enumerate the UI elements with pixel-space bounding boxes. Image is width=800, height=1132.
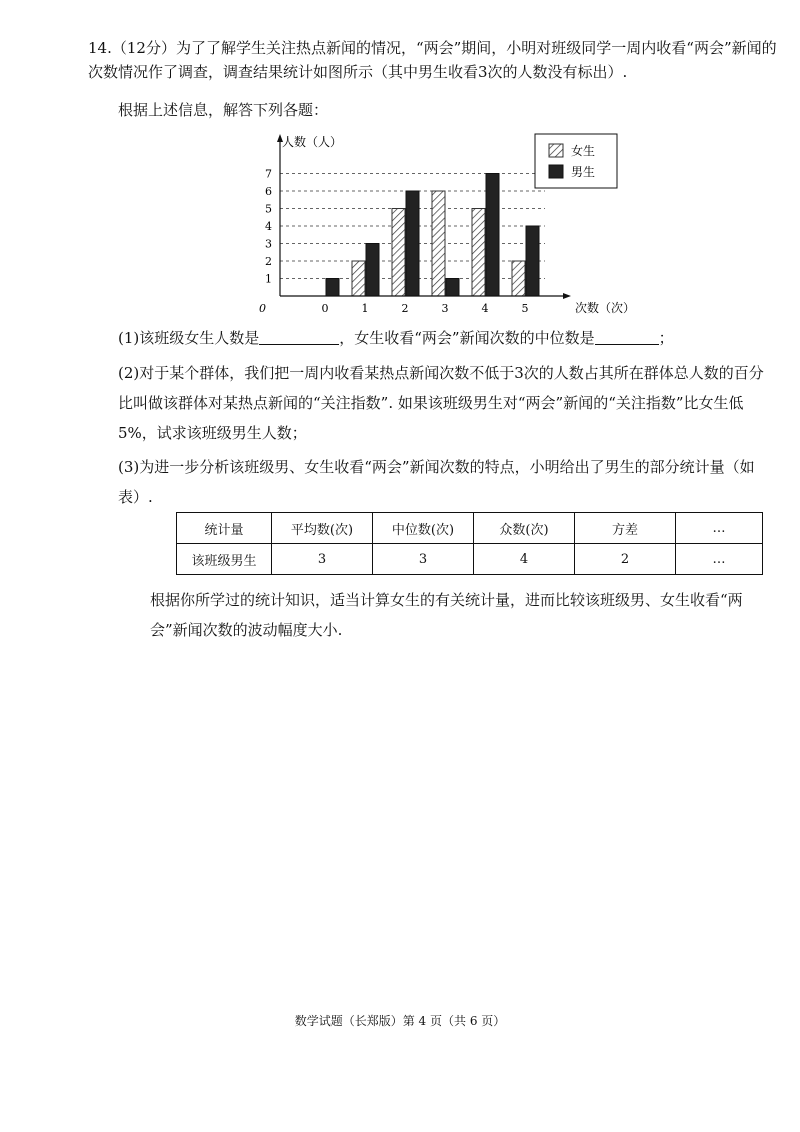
table-cell: 该班级男生 [177,544,272,575]
table-header-row [177,513,763,544]
bar-chart [230,128,650,323]
table-cell: 3 [373,544,474,575]
x-tick-label: 4 [481,302,489,315]
x-axis-label: 次数（次） [575,301,636,315]
y-tick-label: 1 [265,272,272,286]
origin-label: 0 [259,302,266,315]
part1-text-b: ，女生收看“两会”新闻次数的中位数是 [339,329,595,347]
table-cell: 2 [575,544,676,575]
bar-female [512,261,525,296]
bar-male [446,279,459,297]
conclusion-text: 根据你所学过的统计知识，适当计算女生的有关统计量，进而比较该班级男、女生收看“两会”新闻次数的波动幅度大小. [150,591,743,639]
x-tick-label: 5 [521,302,529,315]
table-header-cell: 中位数(次) [373,513,474,544]
bar-female [432,191,445,296]
bar-female [392,209,405,297]
x-axis-arrow [563,293,571,299]
x-tick-label: 0 [321,302,329,315]
question-intro: 根据上述信息，解答下列各题： [118,101,329,119]
y-tick-label: 2 [265,255,272,268]
legend-swatch-male [549,165,563,178]
y-tick-label: 7 [265,167,272,181]
y-tick-label: 6 [265,185,272,198]
page-footer: 数学试题（长郑版）第 4 页（共 6 页） [294,1014,506,1028]
bar-female [472,209,485,297]
bar-male [326,279,339,297]
part-2: (2)对于某个群体，我们把一周内收看某热点新闻次数不低于3次的人数占其所在群体总人数的百分比叫做该群体对某热点新闻的“关注指数”. 如果该班级男生对“两会”新闻的“关注指数”比女生低5%，试求该班级男生人数； [118,364,764,442]
table-header-cell: 众数(次) [474,513,575,544]
table-cell: 3 [272,544,373,575]
bar-male [406,191,419,296]
legend-swatch-female [549,144,563,157]
y-tick-label: 3 [265,237,272,251]
table-cell: … [676,544,763,575]
legend-label-female: 女生 [571,144,596,158]
part-3: (3)为进一步分析该班级男、女生收看“两会”新闻次数的特点，小明给出了男生的部分统计量（如表）. [118,458,755,506]
x-tick-label: 3 [441,302,449,315]
bar-male [486,174,499,297]
legend-box [535,134,617,188]
table-row [177,544,763,575]
bar-male [366,244,379,297]
table-cell: 4 [474,544,575,575]
legend-label-male: 男生 [571,165,596,179]
part-1 [118,326,674,350]
stats-table [176,512,763,575]
question-header: 14.（12分）为了了解学生关注热点新闻的情况，“两会”期间，小明对班级同学一周内收看“两会”新闻的次数情况作了调查，调查结果统计如图所示（其中男生收看3次的人数没有标出）. [88,39,777,81]
bar-female [352,261,365,296]
table-header-cell: 方差 [575,513,676,544]
x-tick-label: 2 [401,302,409,315]
y-axis-label: 人数（人） [282,135,343,149]
part1-text-a: (1)该班级女生人数是 [118,329,260,347]
y-tick-label: 5 [265,202,272,216]
x-tick-label: 1 [361,302,369,315]
table-header-cell: 平均数(次) [272,513,373,544]
y-tick-label: 4 [265,220,272,233]
part1-text-c: ； [658,329,674,347]
answer-blank-1[interactable] [259,330,339,345]
table-header-cell: 统计量 [177,513,272,544]
table-header-cell: … [676,513,763,544]
bar-male [526,226,539,296]
answer-blank-2[interactable] [595,330,659,345]
